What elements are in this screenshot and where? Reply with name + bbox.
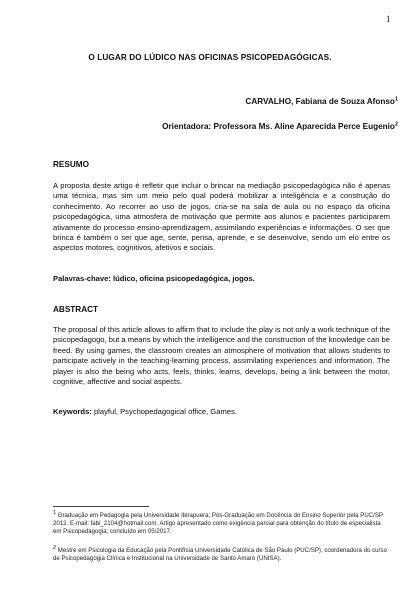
footnote-2 (53, 544, 390, 563)
advisor-text: Orientadora: Professora Ms. Aline Aparecida Perce Eugenio (162, 122, 395, 131)
abstract-body: The proposal of this article allows to affirm that to include the play is not only a work technique of the psicopedagogo, but a means by which the intelligence and the construction of the knowledge can be freed. By using games, the classroom creates an atmosphere of motivation that allows students to participate actively in the teaching-learning process, assimilating experiences and information. The player is also the being who acts, feels, thinks, learns, develops, being a link between the motor, cognitive, affective and social aspects. (53, 325, 390, 387)
footnote-2-mark: 2 (53, 544, 57, 551)
resumo-keywords-values: lúdico, oficina psicopedagógica, jogos. (110, 274, 255, 283)
abstract-keywords (53, 407, 390, 417)
resumo-keywords (53, 274, 390, 284)
abstract-keywords-label: Keywords: (53, 407, 92, 416)
advisor-line (162, 122, 398, 131)
abstract-heading: ABSTRACT (53, 305, 99, 314)
author-line (245, 97, 398, 106)
author-footnote-mark: 1 (394, 96, 398, 103)
footnote-2-text: Mestre em Psicologia da Educação pela Pontifícia Universidade Católica de São Paulo (PUC/SP); coordenadora do curso de Psicopedagogia Clínica e Institucional na Universidade de Santo Amaro (UNISA). (53, 547, 387, 563)
abstract-keywords-values: playful, Psychopedagogical office, Games. (91, 407, 237, 416)
advisor-footnote-mark: 2 (394, 121, 398, 128)
resumo-body: A proposta deste artigo é refletir que incluir o brincar na mediação psicopedagógica não é apenas uma técnica, mas sim um meio pelo qual poderá mobilizar a inteligência e a construção do conhecimento. Ao recorrer ao uso de jogos, cria-se na sala de aula ou no espaço da oficina psicopedagógica, uma atmosfera de motivação que permite aos alunos e pacientes participarem ativamente do processo ensino-aprendizagem, assimilando experiências e informações. O ser que brinca é também o ser que age, sente, pensa, aprende, e se desenvolve, sendo um elo entre os aspectos motores, cognitivos, afetivos e sociais. (53, 181, 390, 253)
paper-title: O LUGAR DO LÚDICO NAS OFICINAS PSICOPEDAGÓGICAS. (88, 53, 332, 62)
resumo-heading: RESUMO (53, 160, 89, 169)
footnote-1-text: Graduação em Pedagogia pela Universidade Ibirapuera; Pós-Graduação em Docência do Ensino Superior pela PUC/SP 2012. E-mail: fabi_2104@hotmail.com. Artigo apresentado como exigência parcial para obtenção do título de especialista em Psicopedagogia; concluído em 05/2017. (53, 512, 383, 536)
footnote-1 (53, 509, 390, 537)
footnote-1-mark: 1 (53, 509, 57, 516)
resumo-keywords-label: Palavras-chave: (53, 274, 111, 283)
page-number: 1 (386, 14, 391, 24)
author-name: CARVALHO, Fabiana de Souza Afonso (245, 97, 395, 106)
footnote-separator (53, 506, 149, 507)
